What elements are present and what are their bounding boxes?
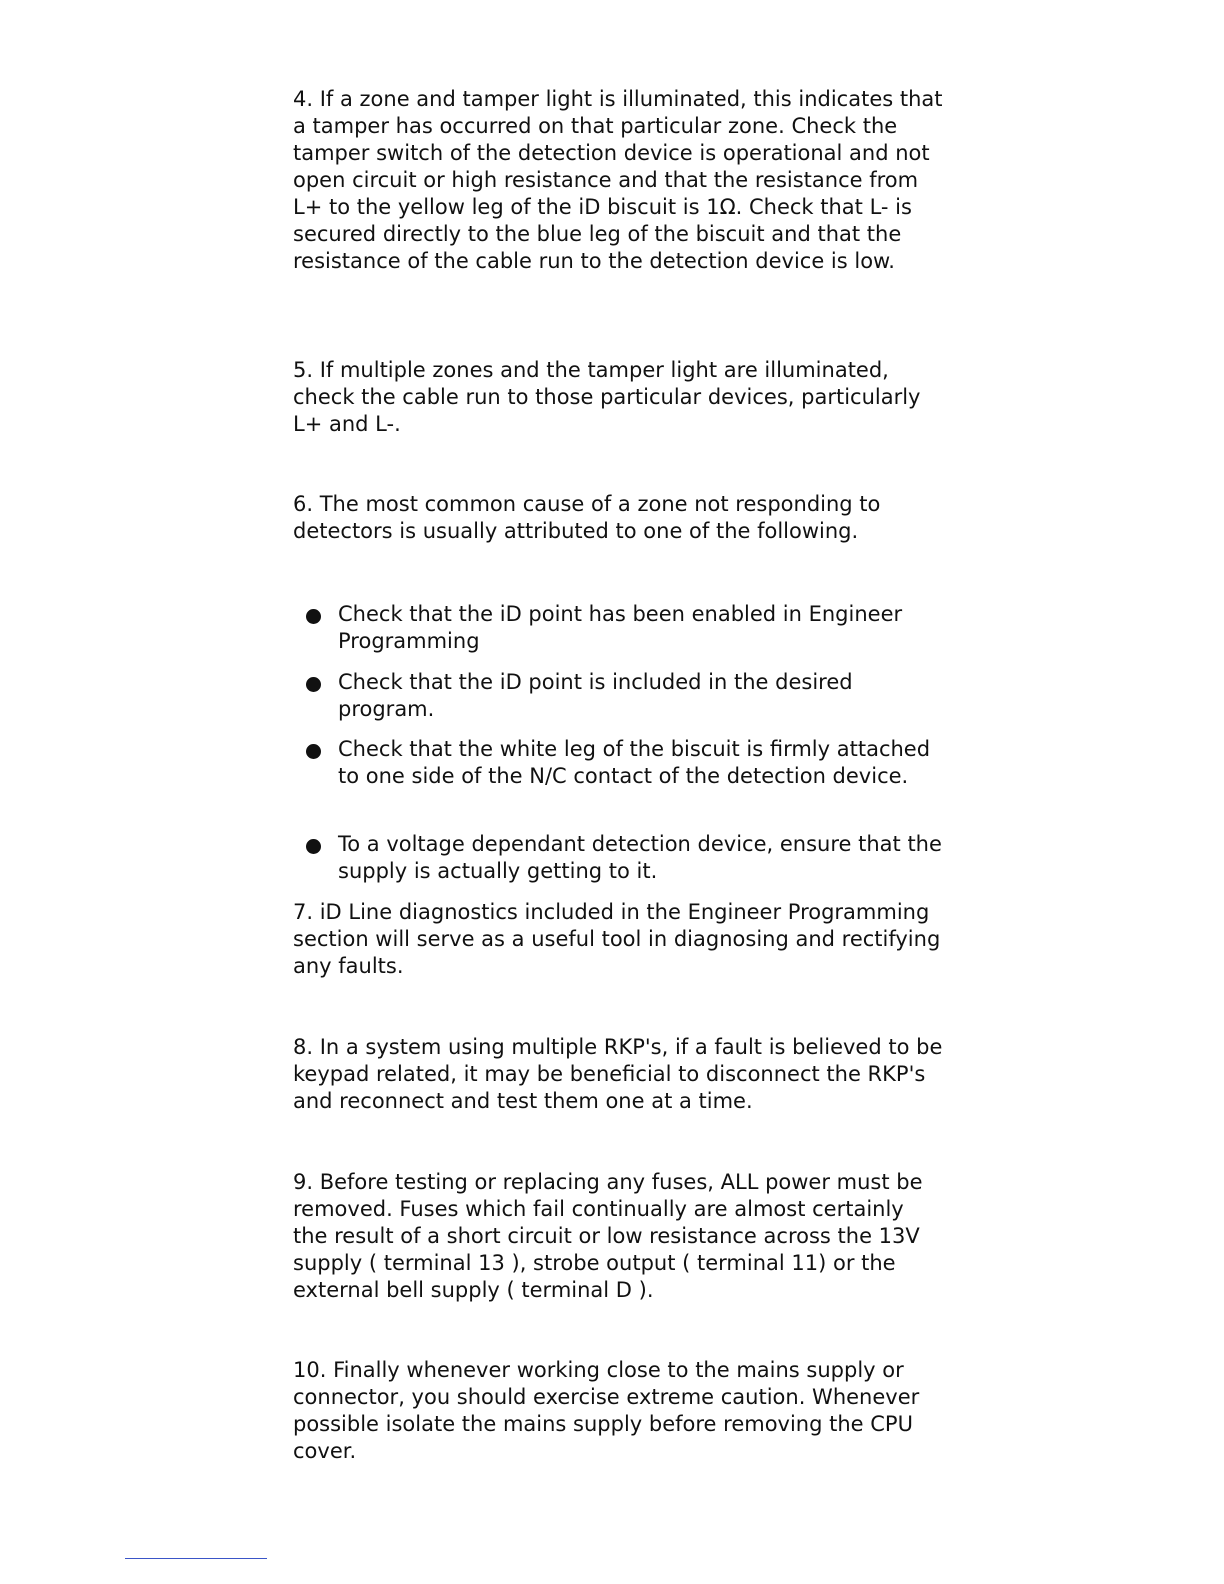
- bullet-text: Check that the iD point has been enabled in Engineer Programming: [338, 602, 903, 653]
- bullet-item: [306, 669, 946, 723]
- paragraph-8: 8. In a system using multiple RKP's, if a fault is believed to be keypad related, it may be beneficial to disconnect the RKP's and reconnect and test them one at a time.: [293, 1035, 943, 1113]
- bullet-item: [306, 831, 946, 885]
- bullet-item: [306, 601, 946, 655]
- bullet-dot-icon: [306, 677, 321, 692]
- bullet-dot-icon: [306, 609, 321, 624]
- bullet-text: Check that the white leg of the biscuit is firmly attached to one side of the N/C contact of the detection device.: [338, 737, 931, 788]
- bullet-dot-icon: [306, 744, 321, 759]
- paragraph-5: 5. If multiple zones and the tamper light are illuminated, check the cable run to those particular devices, particularly L+ and L-.: [293, 358, 921, 436]
- paragraph-6: 6. The most common cause of a zone not responding to detectors is usually attributed to one of the following.: [293, 492, 881, 543]
- paragraph-10: 10. Finally whenever working close to the mains supply or connector, you should exercise extreme caution. Whenever possible isolate the mains supply before removing the CPU cover.: [293, 1358, 920, 1463]
- bullet-item: [306, 736, 946, 790]
- footnote-divider: [125, 1558, 267, 1559]
- paragraph-7: 7. iD Line diagnostics included in the Engineer Programming section will serve as a useful tool in diagnosing and rectifying any faults.: [293, 900, 941, 978]
- bullet-dot-icon: [306, 839, 321, 854]
- bullet-text: To a voltage dependant detection device, ensure that the supply is actually getting to it.: [338, 832, 942, 883]
- paragraph-9: 9. Before testing or replacing any fuses, ALL power must be removed. Fuses which fail continually are almost certainly the result of a short circuit or low resistance across the 13V supply ( terminal 13 ), strobe output ( terminal 11) or the external bell supply ( terminal D ).: [293, 1170, 923, 1302]
- paragraph-4: 4. If a zone and tamper light is illuminated, this indicates that a tamper has occurred on that particular zone. Check the tamper switch of the detection device is operational and not open circuit or high resistance and that the resistance from L+ to the yellow leg of the iD biscuit is 1Ω. Check that L- is secured directly to the blue leg of the biscuit and that the resistance of the cable run to the detection device is low.: [293, 87, 943, 273]
- bullet-text: Check that the iD point is included in the desired program.: [338, 670, 853, 721]
